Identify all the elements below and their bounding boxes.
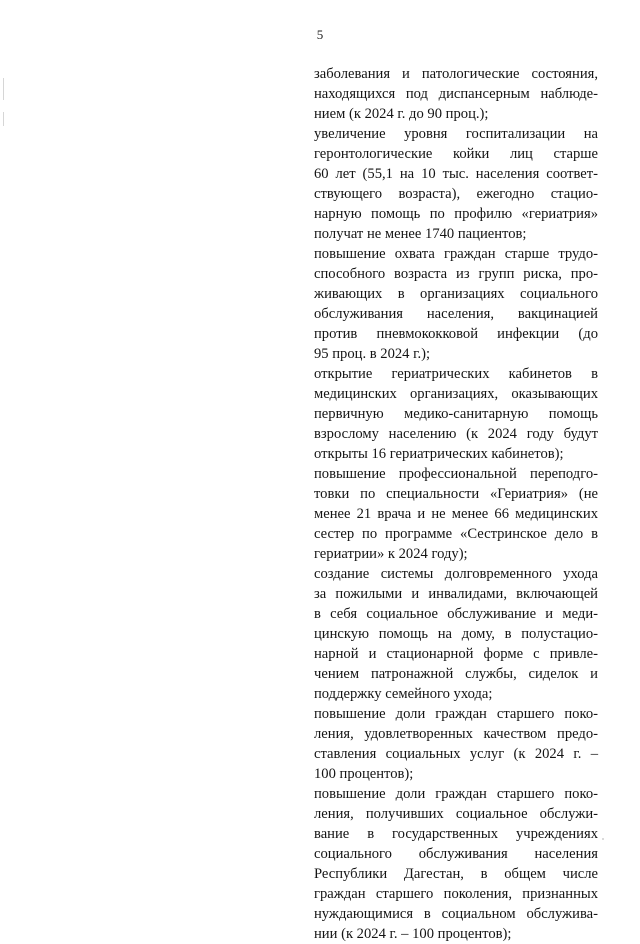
text-line: обслуживания населения, вакцинацией: [314, 306, 598, 322]
text-line: первичную медико-санитарную помощь: [314, 406, 598, 422]
scan-margin-mark: [3, 78, 4, 100]
text-line: заболевания и патологические состояния,: [314, 66, 598, 82]
text-line: менее 21 врача и не менее 66 медицинских: [314, 506, 598, 522]
paragraph: [314, 704, 598, 784]
text-line: товки по специальности «Гериатрия» (не: [314, 486, 598, 502]
text-line: повышение охвата граждан старше трудо-: [314, 246, 598, 262]
text-line: за пожилыми и инвалидами, включающей: [314, 586, 598, 602]
paragraph: [314, 464, 598, 564]
text-line: медицинских организациях, оказывающих: [314, 386, 598, 402]
text-line: открыты 16 гериатрических кабинетов);: [314, 446, 564, 462]
text-line: ствующего возраста), ежегодно стацио-: [314, 186, 598, 202]
text-line: в себя социальное обслуживание и меди-: [314, 606, 598, 622]
text-line: повышение доли граждан старшего поко-: [314, 706, 598, 722]
text-line: чением патронажной службы, сиделок и: [314, 666, 598, 682]
paragraph: [314, 364, 598, 464]
paragraph: [314, 564, 598, 704]
paragraph: [314, 244, 598, 364]
text-line: 100 процентов);: [314, 766, 414, 782]
paragraph: [314, 784, 598, 944]
scan-margin-mark: [3, 112, 4, 126]
text-column: [314, 64, 598, 944]
text-line: повышение профессиональной переподго-: [314, 466, 598, 482]
text-line: увеличение уровня госпитализации на: [314, 126, 598, 142]
text-line: геронтологические койки лиц старше: [314, 146, 598, 162]
text-line: граждан старшего поколения, признанных: [314, 886, 598, 902]
text-line: создание системы долговременного ухода: [314, 566, 598, 582]
text-line: нием (к 2024 г. до 90 проц.);: [314, 106, 489, 122]
text-line: нии (к 2024 г. – 100 процентов);: [314, 926, 512, 942]
text-line: способного возраста из групп риска, про-: [314, 266, 598, 282]
text-line: Республики Дагестан, в общем числе: [314, 866, 598, 882]
text-line: против пневмококковой инфекции (до: [314, 326, 598, 342]
text-line: 60 лет (55,1 на 10 тыс. населения соответ-: [314, 166, 598, 182]
text-line: ставления социальных услуг (к 2024 г. –: [314, 746, 598, 762]
text-line: взрослому населению (к 2024 году будут: [314, 426, 598, 442]
text-line: нарной и стационарной форме с привле-: [314, 646, 598, 662]
text-line: открытие гериатрических кабинетов в: [314, 366, 598, 382]
text-line: сестер по программе «Сестринское дело в: [314, 526, 598, 542]
text-line: поддержку семейного ухода;: [314, 686, 493, 702]
text-line: цинскую помощь на дому, в полустацио-: [314, 626, 598, 642]
text-line: 95 проц. в 2024 г.);: [314, 346, 431, 362]
scan-speck: [602, 838, 604, 840]
paragraph: [314, 64, 598, 124]
text-line: находящихся под диспансерным наблюде-: [314, 86, 598, 102]
text-line: гериатрии» к 2024 году);: [314, 546, 468, 562]
paragraph: [314, 124, 598, 244]
text-line: живающих в организациях социального: [314, 286, 598, 302]
text-line: нуждающимися в социальном обслужива-: [314, 906, 598, 922]
text-line: повышение доли граждан старшего поко-: [314, 786, 598, 802]
text-line: вание в государственных учреждениях: [314, 826, 598, 842]
page-number: 5: [316, 27, 324, 42]
text-line: ления, получивших социальное обслужи-: [314, 806, 598, 822]
text-line: получат не менее 1740 пациентов;: [314, 226, 527, 242]
text-line: нарную помощь по профилю «гериатрия»: [314, 206, 598, 222]
text-line: социального обслуживания населения: [314, 846, 598, 862]
text-line: ления, удовлетворенных качеством предо-: [314, 726, 598, 742]
